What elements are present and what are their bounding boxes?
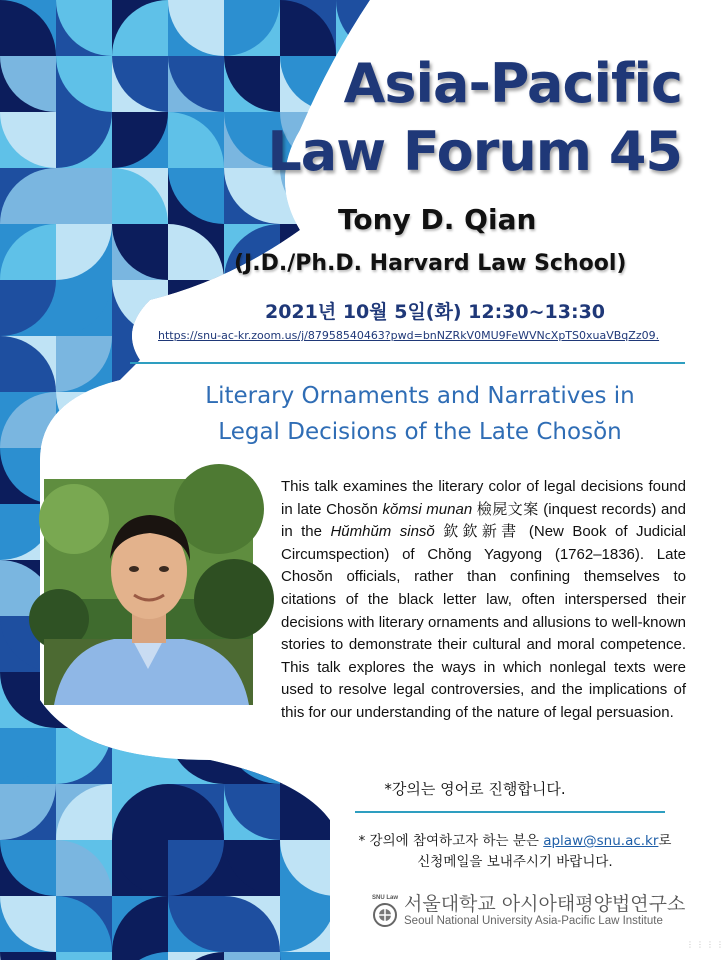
svg-text:SNU Law: SNU Law [372, 895, 399, 901]
forum-title-line1: Asia-Pacific [343, 52, 682, 115]
zoom-link[interactable]: https://snu-ac-kr.zoom.us/j/87958540463?pwd=bnNZRkV0MU9FeWVNcXpTS0xuaVBqZz09. [158, 329, 660, 342]
corner-dots: ⋮⋮⋮⋮ [686, 940, 726, 949]
contact-email-link[interactable]: aplaw@snu.ac.kr [543, 833, 659, 849]
contact-line2: 신청메일을 보내주시기 바랍니다. [417, 854, 613, 870]
talk-abstract [281, 476, 686, 725]
abstract-part3: 欽欽新書 (New Book of Judicial Circumspection) of Chŏng Yagyong (1762–1836). Late Chosŏn officials, rather than confining themselves to citations of the black letter law, often interspersed their decisions with literary ornaments and allusions to well-known stories to demonstrate their cultural and moral competence. This talk explores the ways in which nonlegal texts were used to resolve legal controversies, and the implications of this for our understanding of the nature of legal persuasion. [281, 523, 686, 721]
contact-note [320, 831, 710, 873]
institute-name-english: Seoul National University Asia-Pacific Law Institute [404, 915, 663, 927]
speaker-affiliation: (J.D./Ph.D. Harvard Law School) [234, 251, 627, 276]
abstract-part2: 檢屍文案 (inquest records) and in the [281, 500, 686, 541]
divider-bottom [355, 811, 665, 813]
institute-name-korean: 서울대학교 아시아태평양법연구소 [404, 893, 686, 915]
talk-title-line1: Literary Ornaments and Narratives in [205, 383, 635, 409]
contact-prefix: * 강의에 참여하고자 하는 분은 [358, 833, 544, 849]
speaker-photo [44, 479, 253, 705]
abstract-part1: This talk examines the literary color of legal decisions found in late Chosŏn [281, 478, 686, 518]
event-date-time: 2021년 10월 5일(화) 12:30~13:30 [264, 301, 606, 323]
forum-title-line2: Law Forum 45 [267, 120, 682, 183]
talk-title-line2: Legal Decisions of the Late Chosŏn [218, 419, 622, 445]
abstract-term-komsi-munan: kŏmsi munan [382, 500, 473, 518]
abstract-term-humhum-sinso: Hŭmhŭm sinsŏ [330, 523, 435, 541]
language-note: *강의는 영어로 진행합니다. [384, 780, 566, 798]
contact-suffix: 로 [658, 833, 672, 849]
divider-top [130, 362, 685, 364]
speaker-name: Tony D. Qian [338, 203, 537, 236]
talk-title [140, 378, 700, 450]
institute-logo-seal [370, 892, 400, 928]
